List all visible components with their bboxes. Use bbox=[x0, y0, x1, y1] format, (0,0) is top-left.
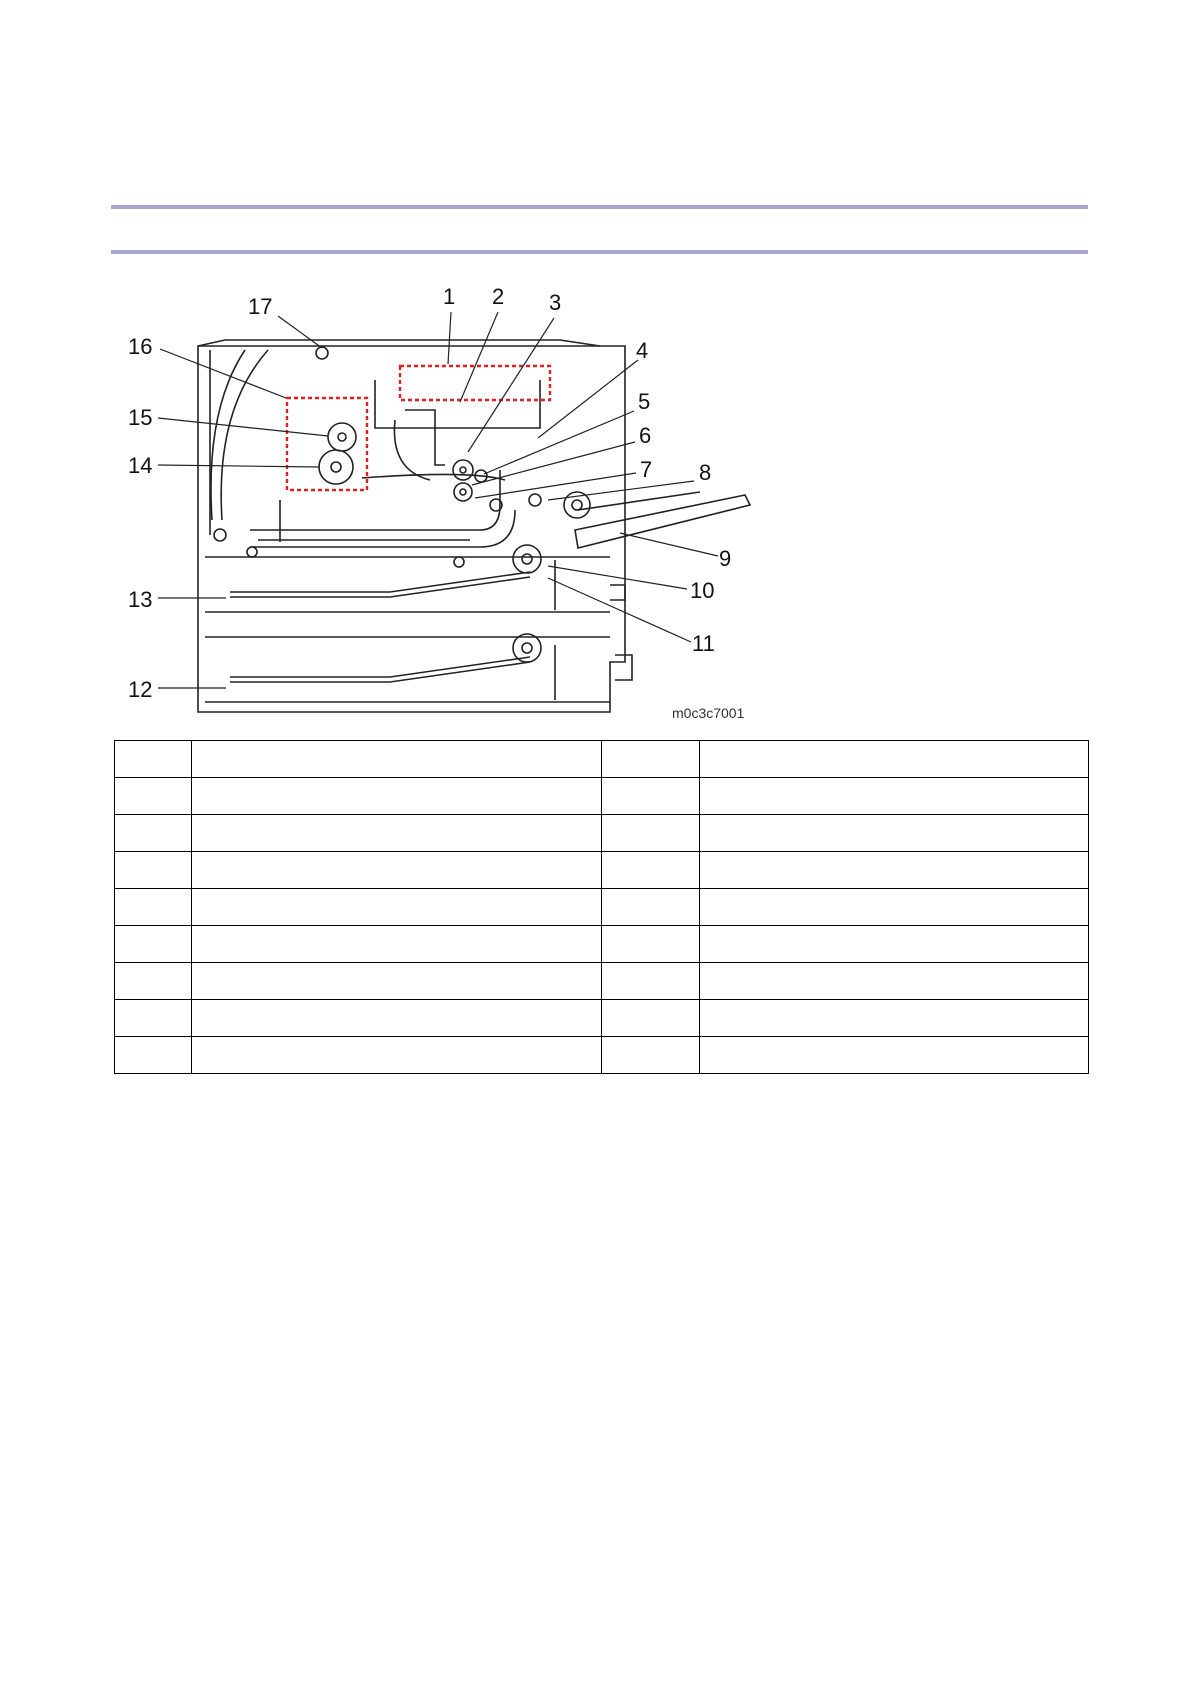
parts-table bbox=[114, 740, 1089, 1074]
part-name-cell bbox=[700, 852, 1089, 889]
part-name-cell bbox=[192, 926, 602, 963]
callout-8: 8 bbox=[699, 460, 712, 485]
part-name-cell bbox=[700, 815, 1089, 852]
part-number-cell bbox=[602, 1037, 700, 1074]
part-name-cell bbox=[192, 778, 602, 815]
callout-9: 9 bbox=[719, 546, 732, 571]
callout-15: 15 bbox=[128, 405, 153, 430]
callout-13: 13 bbox=[128, 587, 153, 612]
part-name-cell bbox=[700, 889, 1089, 926]
part-name-cell bbox=[700, 926, 1089, 963]
part-number-cell bbox=[602, 852, 700, 889]
part-number-cell bbox=[115, 963, 192, 1000]
printer-cross-section-diagram bbox=[110, 270, 770, 725]
callout-3: 3 bbox=[549, 290, 562, 315]
part-number-cell bbox=[115, 741, 192, 778]
table-row bbox=[115, 926, 1089, 963]
part-number-cell bbox=[602, 1000, 700, 1037]
table-row bbox=[115, 741, 1089, 778]
part-number-cell bbox=[115, 926, 192, 963]
part-number-cell bbox=[115, 1037, 192, 1074]
part-name-cell bbox=[700, 1037, 1089, 1074]
callout-7: 7 bbox=[640, 457, 653, 482]
table-row bbox=[115, 1000, 1089, 1037]
callout-14: 14 bbox=[128, 453, 153, 478]
part-name-cell bbox=[192, 741, 602, 778]
part-number-cell bbox=[602, 963, 700, 1000]
table-row bbox=[115, 963, 1089, 1000]
leader-lines bbox=[158, 312, 718, 688]
header-rule-bottom bbox=[111, 250, 1088, 254]
part-name-cell bbox=[192, 1000, 602, 1037]
part-name-cell bbox=[192, 852, 602, 889]
table-row bbox=[115, 778, 1089, 815]
part-name-cell bbox=[192, 889, 602, 926]
part-number-cell bbox=[602, 778, 700, 815]
callout-2: 2 bbox=[492, 284, 505, 309]
part-number-cell bbox=[115, 815, 192, 852]
part-name-cell bbox=[700, 778, 1089, 815]
part-name-cell bbox=[700, 963, 1089, 1000]
part-number-cell bbox=[115, 778, 192, 815]
table-row bbox=[115, 1037, 1089, 1074]
part-number-cell bbox=[115, 1000, 192, 1037]
part-number-cell bbox=[602, 889, 700, 926]
part-name-cell bbox=[700, 741, 1089, 778]
part-name-cell bbox=[192, 815, 602, 852]
callout-16: 16 bbox=[128, 334, 153, 359]
callout-1: 1 bbox=[443, 284, 456, 309]
figure-id: m0c3c7001 bbox=[672, 705, 745, 721]
part-number-cell bbox=[115, 852, 192, 889]
part-number-cell bbox=[115, 889, 192, 926]
callout-6: 6 bbox=[639, 423, 652, 448]
table-row bbox=[115, 815, 1089, 852]
part-name-cell bbox=[192, 963, 602, 1000]
callout-4: 4 bbox=[636, 338, 649, 363]
part-number-cell bbox=[602, 815, 700, 852]
part-name-cell bbox=[192, 1037, 602, 1074]
table-row bbox=[115, 852, 1089, 889]
callout-10: 10 bbox=[690, 578, 715, 603]
callout-12: 12 bbox=[128, 677, 153, 702]
callout-11: 11 bbox=[692, 631, 715, 656]
callout-17: 17 bbox=[248, 294, 273, 319]
part-number-cell bbox=[602, 926, 700, 963]
table-row bbox=[115, 889, 1089, 926]
part-number-cell bbox=[602, 741, 700, 778]
part-name-cell bbox=[700, 1000, 1089, 1037]
callout-5: 5 bbox=[638, 389, 651, 414]
header-rule-top bbox=[111, 205, 1088, 209]
